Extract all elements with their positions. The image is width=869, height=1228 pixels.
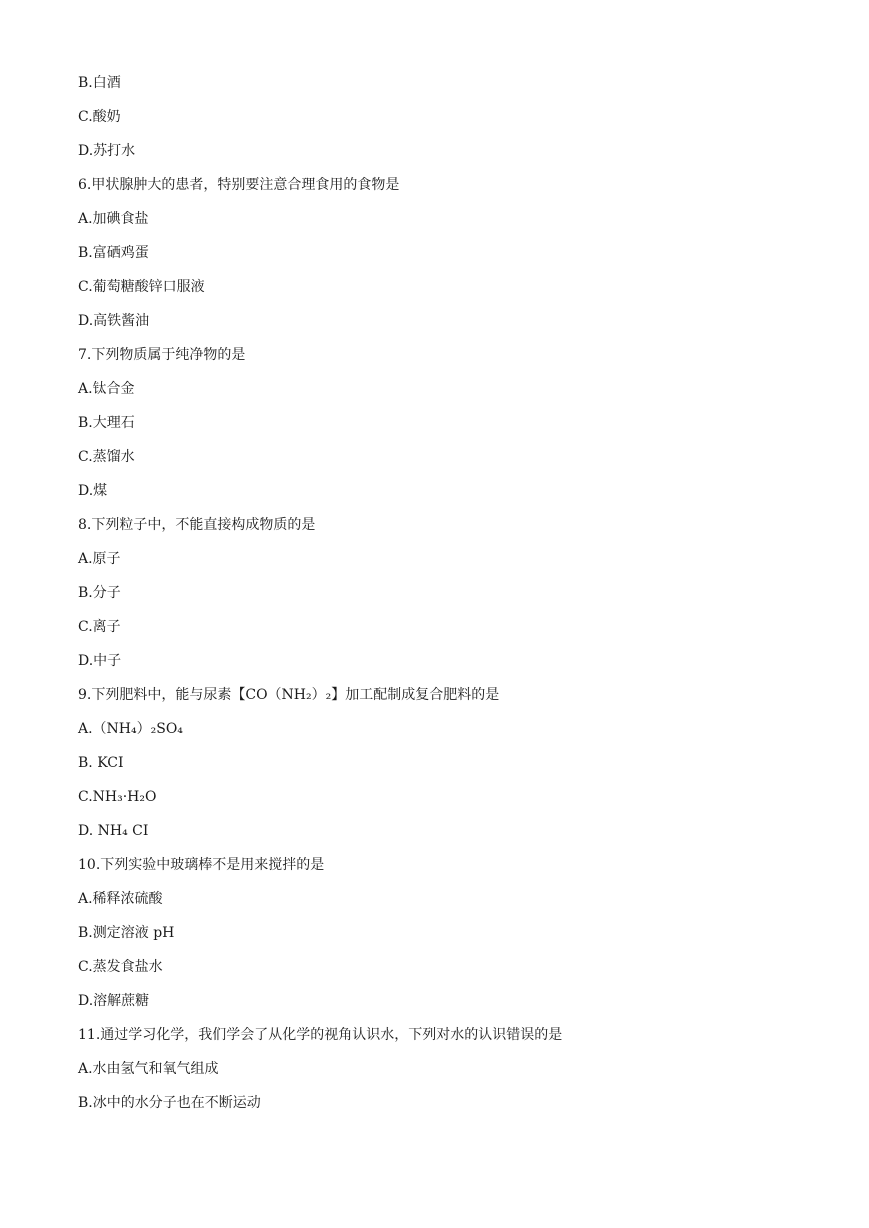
option-b-baijiu: B.白酒: [78, 75, 121, 91]
question-7: 7.下列物质属于纯净物的是: [78, 347, 246, 363]
q8-option-b: B.分子: [78, 585, 121, 601]
q9-option-d: D. NH₄ CI: [78, 823, 149, 839]
q6-option-a: A.加碘食盐: [78, 211, 149, 227]
document-page: [78, 70, 838, 1124]
q9-option-a: A.（NH₄）₂SO₄: [78, 721, 183, 737]
q6-option-b: B.富硒鸡蛋: [78, 245, 149, 261]
q10-option-c: C.蒸发食盐水: [78, 959, 163, 975]
q10-option-a: A.稀释浓硫酸: [78, 891, 163, 907]
question-8: 8.下列粒子中，不能直接构成物质的是: [78, 517, 316, 533]
q11-option-a: A.水由氢气和氧气组成: [78, 1061, 219, 1077]
q9-option-c: C.NH₃·H₂O: [78, 789, 157, 805]
question-9: 9.下列肥料中，能与尿素【CO（NH₂）₂】加工配制成复合肥料的是: [78, 687, 500, 703]
q7-option-a: A.钛合金: [78, 381, 135, 397]
question-10: 10.下列实验中玻璃棒不是用来搅拌的是: [78, 857, 325, 873]
q8-option-d: D.中子: [78, 653, 122, 669]
q11-option-b: B.冰中的水分子也在不断运动: [78, 1095, 261, 1111]
q6-option-d: D.高铁酱油: [78, 313, 150, 329]
q7-option-b: B.大理石: [78, 415, 135, 431]
q7-option-d: D.煤: [78, 483, 108, 499]
q6-option-c: C.葡萄糖酸锌口服液: [78, 279, 205, 295]
question-6: 6.甲状腺肿大的患者，特别要注意合理食用的食物是: [78, 177, 400, 193]
q10-option-b: B.测定溶液 pH: [78, 925, 175, 941]
q7-option-c: C.蒸馏水: [78, 449, 135, 465]
option-c-suannai: C.酸奶: [78, 109, 121, 125]
q9-option-b: B. KCI: [78, 755, 124, 771]
q10-option-d: D.溶解蔗糖: [78, 993, 150, 1009]
question-11: 11.通过学习化学，我们学会了从化学的视角认识水，下列对水的认识错误的是: [78, 1027, 563, 1043]
option-d-sudashui: D.苏打水: [78, 143, 136, 159]
q8-option-c: C.离子: [78, 619, 121, 635]
q8-option-a: A.原子: [78, 551, 121, 567]
